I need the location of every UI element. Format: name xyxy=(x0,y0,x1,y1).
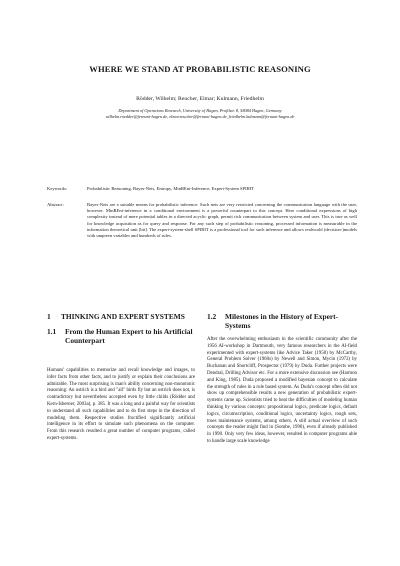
section-1-heading xyxy=(47,312,195,321)
section-1-number: 1 xyxy=(47,312,51,321)
keywords-text: Probabilistic Reasoning, Bayes-Nets, Entropy, MinREnt-Inference, Expert-System SPIRIT xyxy=(87,186,255,191)
section-1-1-title: From the Human Expert to his Artificial Counterpart xyxy=(65,327,193,345)
email-line: wilhelm.roedder@fernuni-hagen.de, elmar.reucher@fernuni-hagen.de, friedhelm.kulmann@fernuni-hagen.de xyxy=(105,114,295,120)
section-1-title: THINKING AND EXPERT SYSTEMS xyxy=(61,312,185,321)
keywords-label: Keywords: xyxy=(47,186,68,191)
abstract-label: Abstract: xyxy=(47,202,64,207)
department-line: Department of Operations Research, University of Hagen, Profilstr. 8, 58084 Hagen, Germany xyxy=(118,108,282,113)
author-list: Rödder, Wilhelm; Reucher, Elmar; Kulmann, Friedhelm xyxy=(136,96,264,102)
paper-title: WHERE WE STAND AT PROBABILISTIC REASONING xyxy=(89,64,311,74)
section-1-2-body: After the overwhelming enthusiasm in the scientific community after the 1956 AI-workshop in Dartmouth, very famous researchers in the AI-field experimented with expert-systems like Advice Taker (1958) by McCarthy, General Problem Solver (1960s) by Newell and Simon, Mycin (1972) by Buchanan and Shortcliff, Prospector (1979) by Duda. Further projects were Dendral, Drilling Advisor etc. For a more extensive discussion see (Harmon and King, 1985). Duda proposed a modified bayesian concept to calculate the strength of rules in a rule based system. As Duda's concept often did not show up comprehensible results a new generation of probabilistic expert-systems came up. Scientists tried to heat the difficulties of modeling human thinking by various concepts: propositional logics, predicate logics, default logics, circumscription, conditional logics, uncertainty logics, rough sets, trues maintenance systems, among others. A still actual overview of such concepts the reader might find in (Sombe, 1990), even if already published in 1990. Only very few ideas, however, resulted in computer programs able to handle large scale knowledge xyxy=(207,337,357,444)
section-1-2-heading xyxy=(207,312,357,330)
section-1-2-number: 1.2 xyxy=(207,312,217,321)
section-1-1-heading xyxy=(47,327,195,345)
affiliation xyxy=(30,108,370,121)
section-1-2-title: Milestones in the History of Expert-Systems xyxy=(225,312,339,330)
section-1-1-body: Humans' capabilities to memorize and recall knowledge and images, to infer facts from other facts, and to justify or explain their conclusions are admirable. The most surprising is man's ability concerning non-monotonic reasoning: An ostrich is a bird and "all" birds fly but an ostrich does not, is contradictory but nevertheless accepted even by little childs (Rödder and Kern-Isberner, 2003a), p. 385. It was a long and a painful way for scientists to understand all such capabilities and to do first steps in the direction of modeling them. Respective studies fructified significantly artificial intelligence in its effort to simulate such phenomena on the computer. From this research resulted a great number of computer programs, called expert-systems. xyxy=(47,368,195,441)
section-1-1-number: 1.1 xyxy=(47,327,57,336)
abstract-text: Bayes-Nets are a suitable means for probabilistic inference. Such nets are very restricted concerning the communication language with the user, however. MinREnt-inference in a conditional environment is a powerful counterpart to this concept. Here conditional expressions of high complexity instead of mere potential tables in a directed acyclic graph, permit rich communication between system and user. This is true as well for knowledge acquisition as for query and response. For any such step of probabilistic reasoning, processed information is measurable in the information theoretical unit [bit]. The expert-system-shell SPIRIT is a professional tool for such inference and allows realworld (decision-)models with umpteen variables and hundreds of rules. xyxy=(87,202,357,239)
